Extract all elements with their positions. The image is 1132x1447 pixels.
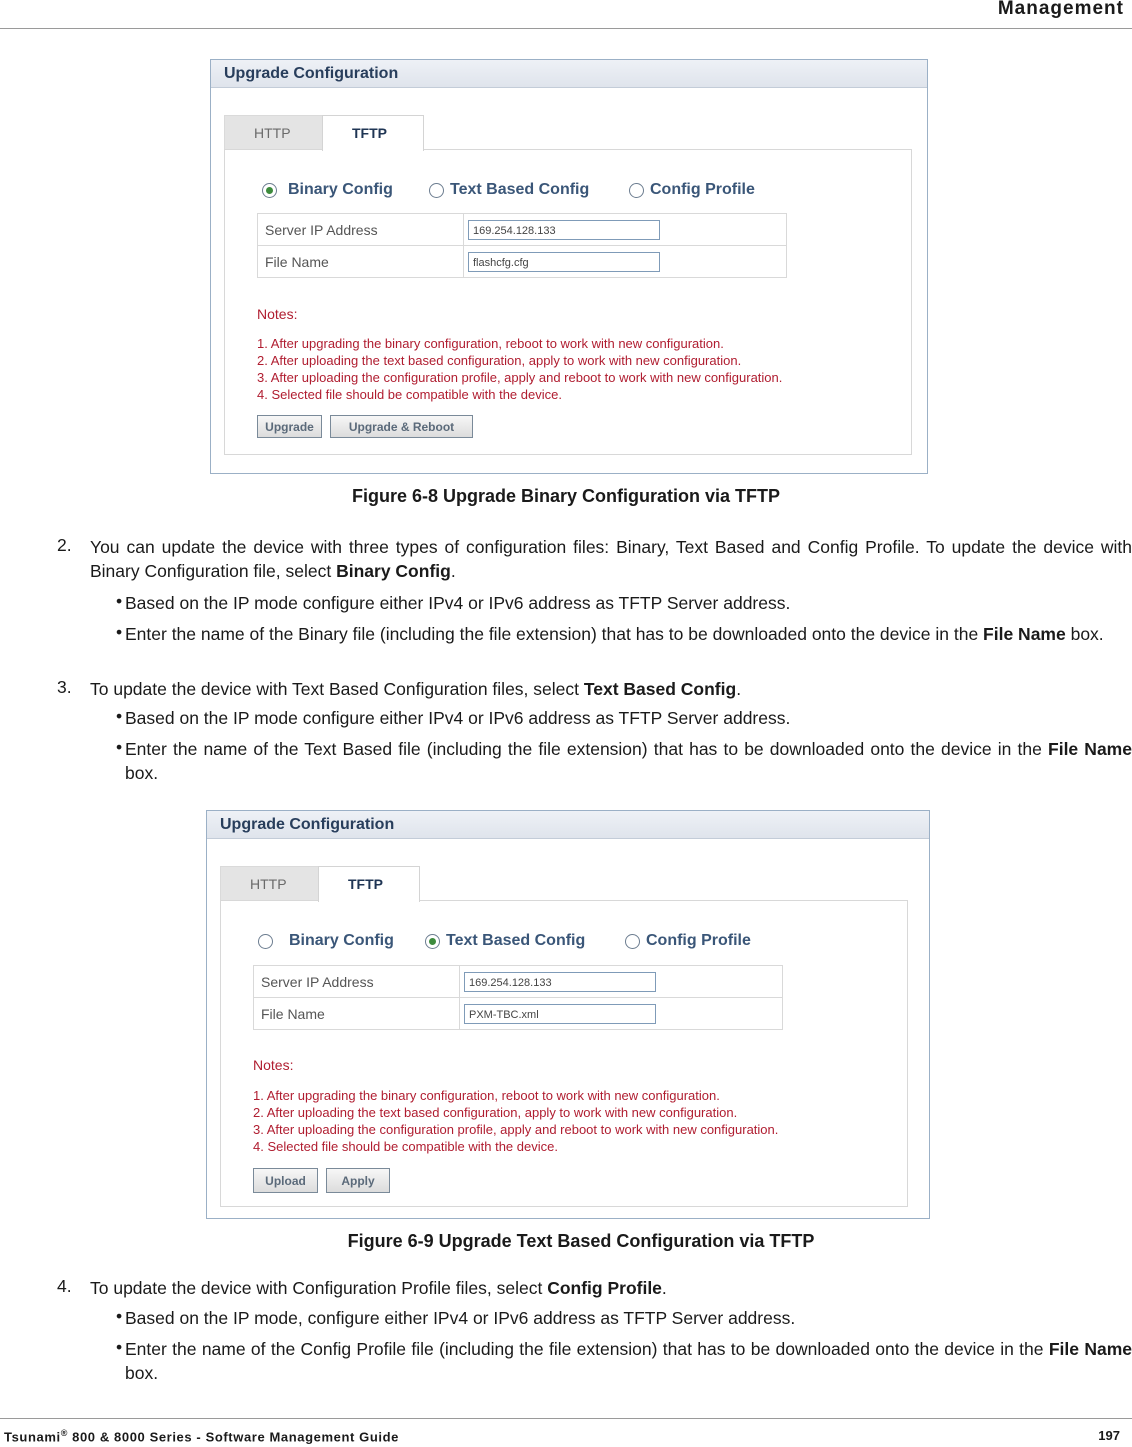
note-item: 3. After uploading the configuration profile, apply and reboot to work with new configuration. — [257, 370, 783, 385]
note-item: 4. Selected file should be compatible with the device. — [257, 387, 562, 402]
step-text — [90, 1276, 1132, 1300]
bullet-glyph: • — [116, 706, 123, 726]
tab-label: HTTP — [254, 125, 291, 141]
registered-mark: ® — [60, 1428, 68, 1438]
bullet-glyph: • — [116, 622, 123, 642]
file-name-input[interactable]: PXM-TBC.xml — [464, 1004, 656, 1024]
server-ip-input[interactable]: 169.254.128.133 — [464, 972, 656, 992]
server-ip-input[interactable]: 169.254.128.133 — [468, 220, 660, 240]
tab-content — [220, 900, 908, 1207]
bullet-glyph: • — [116, 1306, 123, 1326]
doc-title-part: 800 & 8000 Series - Software Management Guide — [67, 1429, 399, 1445]
radio-unselected-icon — [625, 934, 640, 949]
upload-button[interactable]: Upload — [253, 1168, 318, 1193]
tab-content — [224, 149, 912, 455]
step-text-emphasis: Text Based Config — [583, 679, 737, 699]
bullet-text — [125, 706, 1132, 730]
bullet-text-emphasis: File Name — [1048, 1339, 1132, 1359]
radio-text-based-config[interactable] — [425, 932, 585, 950]
bullet-text-part: Based on the IP mode, configure either IPv4 or IPv6 address as TFTP Server address. — [125, 1308, 796, 1328]
step-number: 2. — [57, 535, 72, 555]
figure-upgrade-text-based — [206, 810, 930, 1219]
radio-unselected-icon — [258, 934, 273, 949]
radio-label: Binary Config — [288, 181, 393, 198]
note-item: 3. After uploading the configuration profile, apply and reboot to work with new configuration. — [253, 1122, 779, 1137]
bullet-text-part: Based on the IP mode configure either IPv4 or IPv6 address as TFTP Server address. — [125, 593, 791, 613]
upgrade-reboot-button[interactable]: Upgrade & Reboot — [330, 415, 473, 438]
step-text — [90, 535, 1132, 583]
step-text-part: To update the device with Configuration Profile files, select — [90, 1278, 548, 1298]
radio-label: Binary Config — [289, 932, 394, 949]
panel-title-bar — [211, 60, 927, 88]
tftp-settings-table — [257, 213, 787, 278]
page-footer — [0, 1418, 1132, 1447]
table-row — [258, 214, 787, 246]
bullet-text — [125, 737, 1132, 785]
radio-selected-icon — [425, 934, 440, 949]
step-number: 3. — [57, 677, 72, 697]
tab-label: TFTP — [348, 876, 383, 892]
step-text-part: To update the device with Text Based Configuration files, select — [90, 679, 584, 699]
bullet-text — [125, 591, 1132, 615]
tab-http[interactable] — [220, 866, 320, 901]
config-type-radio-group — [262, 179, 862, 201]
tab-tftp[interactable] — [322, 115, 424, 151]
radio-unselected-icon — [429, 183, 444, 198]
table-row — [254, 966, 783, 998]
note-item: 1. After upgrading the binary configuration, reboot to work with new configuration. — [253, 1088, 720, 1103]
field-label: Server IP Address — [258, 214, 464, 246]
panel-title: Upgrade Configuration — [220, 816, 395, 833]
document-title — [4, 1428, 399, 1444]
step-text-part: . — [661, 1278, 667, 1298]
field-label: File Name — [258, 246, 464, 278]
radio-config-profile[interactable] — [625, 932, 751, 950]
step-text-part: . — [736, 679, 742, 699]
section-title: Management — [997, 0, 1124, 19]
field-label: File Name — [254, 998, 460, 1030]
doc-title-part: Tsunami — [4, 1429, 61, 1445]
radio-label: Text Based Config — [450, 181, 590, 198]
step-number: 4. — [57, 1276, 72, 1296]
bullet-text — [125, 622, 1132, 646]
bullet-text-emphasis: File Name — [983, 624, 1066, 644]
field-label: Server IP Address — [254, 966, 460, 998]
step-text-part: You can update the device with three types of configuration files: Binary, Text Based and Config Profile. To update the device with Binary Configuration file, select — [90, 537, 1132, 581]
step-text — [90, 677, 1132, 701]
tab-http[interactable] — [224, 115, 324, 150]
tab-label: HTTP — [250, 876, 287, 892]
table-row — [258, 246, 787, 278]
page-header — [0, 0, 1132, 29]
notes-list — [253, 1087, 903, 1155]
bullet-text-part: Enter the name of the Binary file (including the file extension) that has to be downloaded onto the device in the — [125, 624, 984, 644]
radio-selected-icon — [262, 183, 277, 198]
bullet-text-part: box. — [1065, 624, 1104, 644]
apply-button[interactable]: Apply — [326, 1168, 390, 1193]
upgrade-button[interactable]: Upgrade — [257, 415, 322, 438]
bullet-glyph: • — [116, 1337, 123, 1357]
radio-config-profile[interactable] — [629, 181, 755, 199]
step-text-emphasis: Binary Config — [336, 561, 451, 581]
config-type-radio-group — [258, 930, 858, 952]
tab-label: TFTP — [352, 125, 387, 141]
step-text-emphasis: Config Profile — [547, 1278, 662, 1298]
bullet-text-part: box. — [125, 763, 159, 783]
figure-caption: Figure 6-8 Upgrade Binary Configuration via TFTP — [351, 486, 781, 506]
radio-label: Text Based Config — [446, 932, 586, 949]
note-item: 2. After uploading the text based configuration, apply to work with new configuration. — [257, 353, 742, 368]
bullet-text-part: Based on the IP mode configure either IPv4 or IPv6 address as TFTP Server address. — [125, 708, 791, 728]
radio-label: Config Profile — [646, 932, 751, 949]
bullet-text-part: box. — [125, 1363, 159, 1383]
step-text-part: . — [450, 561, 456, 581]
radio-label: Config Profile — [650, 181, 755, 198]
tab-tftp[interactable] — [318, 866, 420, 902]
notes-title: Notes: — [257, 306, 298, 322]
tftp-settings-table — [253, 965, 783, 1030]
radio-text-based-config[interactable] — [429, 181, 589, 199]
radio-binary-config[interactable] — [258, 932, 394, 950]
bullet-glyph: • — [116, 737, 123, 757]
panel-title: Upgrade Configuration — [224, 65, 399, 82]
note-item: 2. After uploading the text based configuration, apply to work with new configuration. — [253, 1105, 738, 1120]
radio-binary-config[interactable] — [262, 181, 393, 199]
note-item: 1. After upgrading the binary configuration, reboot to work with new configuration. — [257, 336, 724, 351]
notes-list — [257, 335, 907, 403]
radio-unselected-icon — [629, 183, 644, 198]
bullet-text-part: Enter the name of the Text Based file (including the file extension) that has to be downloaded onto the device in the — [125, 739, 1049, 759]
panel-title-bar — [207, 811, 929, 839]
bullet-glyph: • — [116, 591, 123, 611]
figure-caption: Figure 6-9 Upgrade Text Based Configuration via TFTP — [347, 1231, 815, 1251]
page-number: 197 — [1098, 1428, 1120, 1443]
note-item: 4. Selected file should be compatible with the device. — [253, 1139, 558, 1154]
bullet-text — [125, 1306, 1132, 1330]
bullet-text-part: Enter the name of the Config Profile file (including the file extension) that has to be downloaded onto the device in the — [125, 1339, 1049, 1359]
table-row — [254, 998, 783, 1030]
bullet-text-emphasis: File Name — [1048, 739, 1132, 759]
notes-title: Notes: — [253, 1057, 294, 1073]
file-name-input[interactable]: flashcfg.cfg — [468, 252, 660, 272]
bullet-text — [125, 1337, 1132, 1385]
figure-upgrade-binary — [210, 59, 928, 474]
